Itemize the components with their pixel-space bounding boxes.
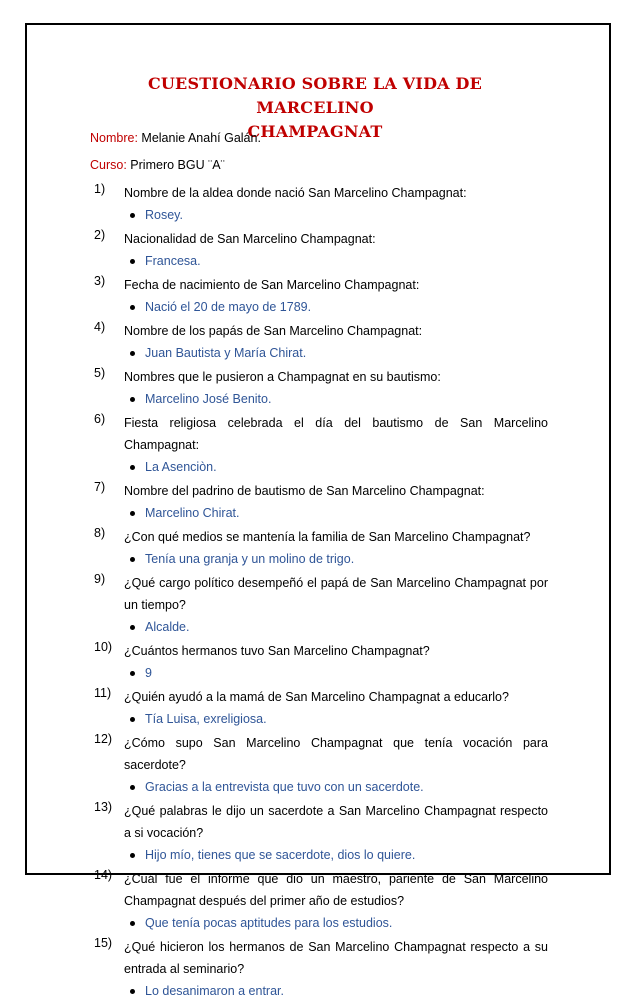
question-text: Nombres que le pusieron a Champagnat en su bautismo: [124, 370, 441, 384]
answer-bullet: Alcalde. [124, 616, 548, 638]
question-number: 13) [94, 800, 113, 814]
question-item [94, 274, 548, 318]
course-label: Curso: [90, 158, 127, 172]
question-item [94, 480, 548, 524]
answer-bullet: Marcelino José Benito. [124, 388, 548, 410]
name-value: Melanie Anahí Galán. [137, 131, 261, 145]
question-item [94, 640, 548, 684]
answer-bullet: Rosey. [124, 204, 548, 226]
question-item [94, 228, 548, 272]
question-text: ¿Qué cargo político desempeñó el papá de San Marcelino Champagnat por un tiempo? [124, 576, 548, 612]
answer-bullet: Tenía una granja y un molino de trigo. [124, 548, 548, 570]
question-item [94, 732, 548, 798]
question-number: 15) [94, 936, 113, 950]
question-number: 14) [94, 868, 113, 882]
question-text: Nombre de los papás de San Marcelino Champagnat: [124, 324, 423, 338]
question-list [94, 182, 548, 1004]
question-text: ¿Cuál fue el informe que dio un maestro, pariente de San Marcelino Champagnat después del primer año de estudios? [124, 872, 548, 908]
question-number: 9) [94, 572, 106, 586]
question-item [94, 868, 548, 934]
course-line [90, 158, 225, 172]
question-text: Fiesta religiosa celebrada el día del bautismo de San Marcelino Champagnat: [124, 416, 548, 452]
question-item [94, 182, 548, 226]
question-number: 5) [94, 366, 106, 380]
course-value: Primero BGU ¨A¨ [126, 158, 225, 172]
question-item [94, 320, 548, 364]
question-number: 3) [94, 274, 106, 288]
question-number: 2) [94, 228, 106, 242]
answer-bullet: Que tenía pocas aptitudes para los estudios. [124, 912, 548, 934]
question-number: 10) [94, 640, 113, 654]
question-item [94, 800, 548, 866]
question-item [94, 686, 548, 730]
question-text: ¿Qué hicieron los hermanos de San Marcelino Champagnat respecto a su entrada al seminario? [124, 940, 548, 976]
question-text: Fecha de nacimiento de San Marcelino Champagnat: [124, 278, 420, 292]
answer-bullet: Tía Luisa, exreligiosa. [124, 708, 548, 730]
question-number: 8) [94, 526, 106, 540]
question-item [94, 572, 548, 638]
answer-bullet: Lo desanimaron a entrar. [124, 980, 548, 1002]
question-text: ¿Cuántos hermanos tuvo San Marcelino Champagnat? [124, 644, 430, 658]
student-name-line [90, 131, 261, 145]
question-number: 7) [94, 480, 106, 494]
question-number: 12) [94, 732, 113, 746]
question-text: ¿Cómo supo San Marcelino Champagnat que tenía vocación para sacerdote? [124, 736, 548, 772]
name-label: Nombre: [90, 131, 138, 145]
question-text: Nombre del padrino de bautismo de San Marcelino Champagnat: [124, 484, 485, 498]
question-item [94, 412, 548, 478]
question-text: Nacionalidad de San Marcelino Champagnat: [124, 232, 376, 246]
question-text: ¿Qué palabras le dijo un sacerdote a San Marcelino Champagnat respecto a si vocación? [124, 804, 548, 840]
question-number: 4) [94, 320, 106, 334]
question-item [94, 366, 548, 410]
answer-bullet: Nació el 20 de mayo de 1789. [124, 296, 548, 318]
title-line-2: CHAMPAGNAT [247, 122, 383, 141]
question-item [94, 526, 548, 570]
answer-bullet: Marcelino Chirat. [124, 502, 548, 524]
question-text: Nombre de la aldea donde nació San Marcelino Champagnat: [124, 186, 467, 200]
answer-bullet: Juan Bautista y María Chirat. [124, 342, 548, 364]
question-item [94, 936, 548, 1002]
question-number: 1) [94, 182, 106, 196]
question-number: 11) [94, 686, 112, 700]
answer-bullet: Hijo mío, tienes que se sacerdote, dios lo quiere. [124, 844, 548, 866]
answer-bullet: Gracias a la entrevista que tuvo con un sacerdote. [124, 776, 548, 798]
question-text: ¿Quién ayudó a la mamá de San Marcelino Champagnat a educarlo? [124, 690, 509, 704]
answer-bullet: La Asenciòn. [124, 456, 548, 478]
question-text: ¿Con qué medios se mantenía la familia de San Marcelino Champagnat? [124, 530, 531, 544]
answer-bullet: 9 [124, 662, 548, 684]
title-line-1: CUESTIONARIO SOBRE LA VIDA DE MARCELINO [147, 74, 483, 117]
question-number: 6) [94, 412, 106, 426]
answer-bullet: Francesa. [124, 250, 548, 272]
